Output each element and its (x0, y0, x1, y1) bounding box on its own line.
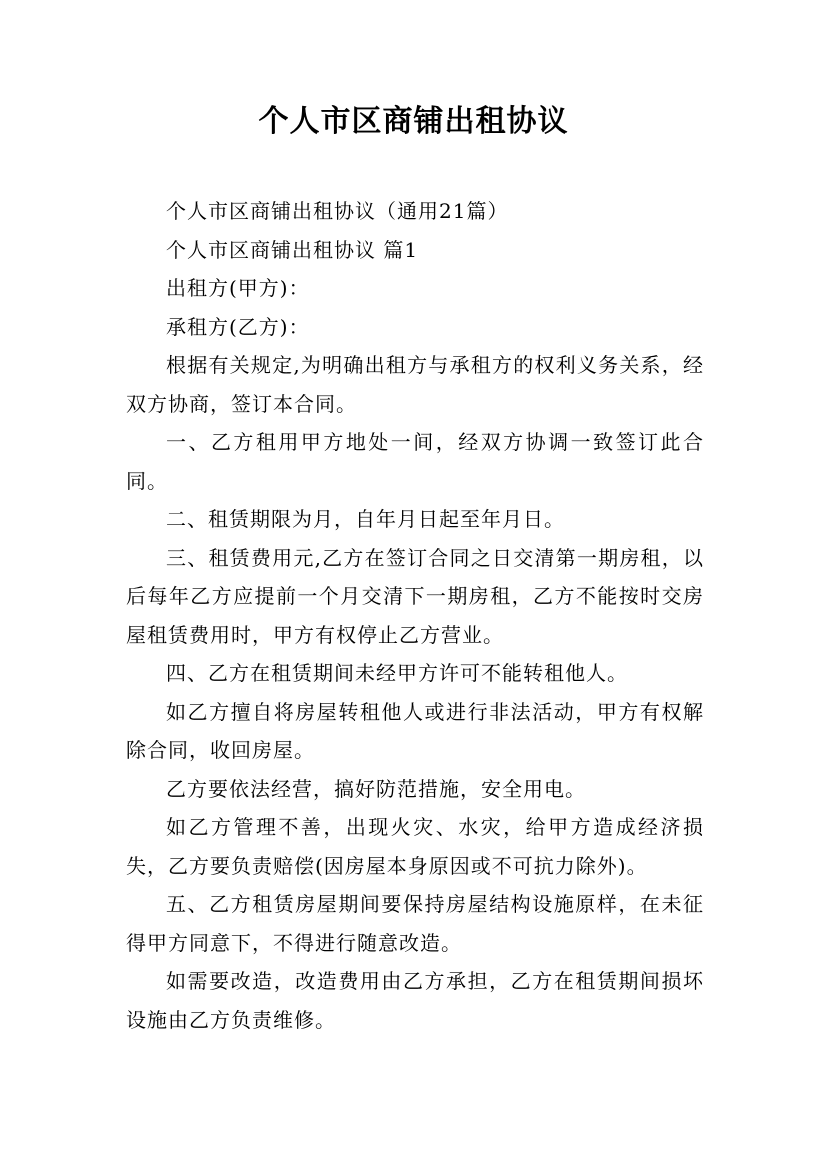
paragraph: 乙方要依法经营，搞好防范措施，安全用电。 (166, 776, 586, 801)
document-body (126, 192, 704, 1039)
paragraph: 如需要改造，改造费用由乙方承担，乙方在租赁期间损坏设施由乙方负责维修。 (126, 969, 704, 1032)
paragraph: 四、乙方在租赁期间未经甲方许可不能转租他人。 (166, 661, 628, 685)
paragraph: 个人市区商铺出租协议（通用21篇） (166, 199, 509, 223)
paragraph: 一、乙方租用甲方地处一间，经双方协调一致签订此合同。 (126, 430, 704, 493)
paragraph: 个人市区商铺出租协议 篇1 (166, 237, 419, 262)
paragraph: 承租方(乙方)： (166, 314, 310, 339)
paragraph: 如乙方擅自将房屋转租他人或进行非法活动，甲方有权解除合同，收回房屋。 (126, 699, 704, 762)
paragraph: 五、乙方租赁房屋期间要保持房屋结构设施原样，在未征得甲方同意下，不得进行随意改造。 (126, 892, 704, 955)
document-title: 个人市区商铺出租协议 (258, 104, 569, 139)
paragraph: 如乙方管理不善，出现火灾、水灾，给甲方造成经济损失，乙方要负责赔偿(因房屋本身原因或不可抗力除外)。 (126, 815, 704, 878)
paragraph: 三、租赁费用元,乙方在签订合同之日交清第一期房租，以后每年乙方应提前一个月交清下一期房租，乙方不能按时交房屋租赁费用时，甲方有权停止乙方营业。 (126, 545, 704, 647)
paragraph: 二、租赁期限为月，自年月日起至年月日。 (166, 507, 565, 531)
paragraph: 出租方(甲方)： (166, 276, 310, 300)
paragraph: 根据有关规定,为明确出租方与承租方的权利义务关系，经双方协商，签订本合同。 (126, 353, 704, 416)
